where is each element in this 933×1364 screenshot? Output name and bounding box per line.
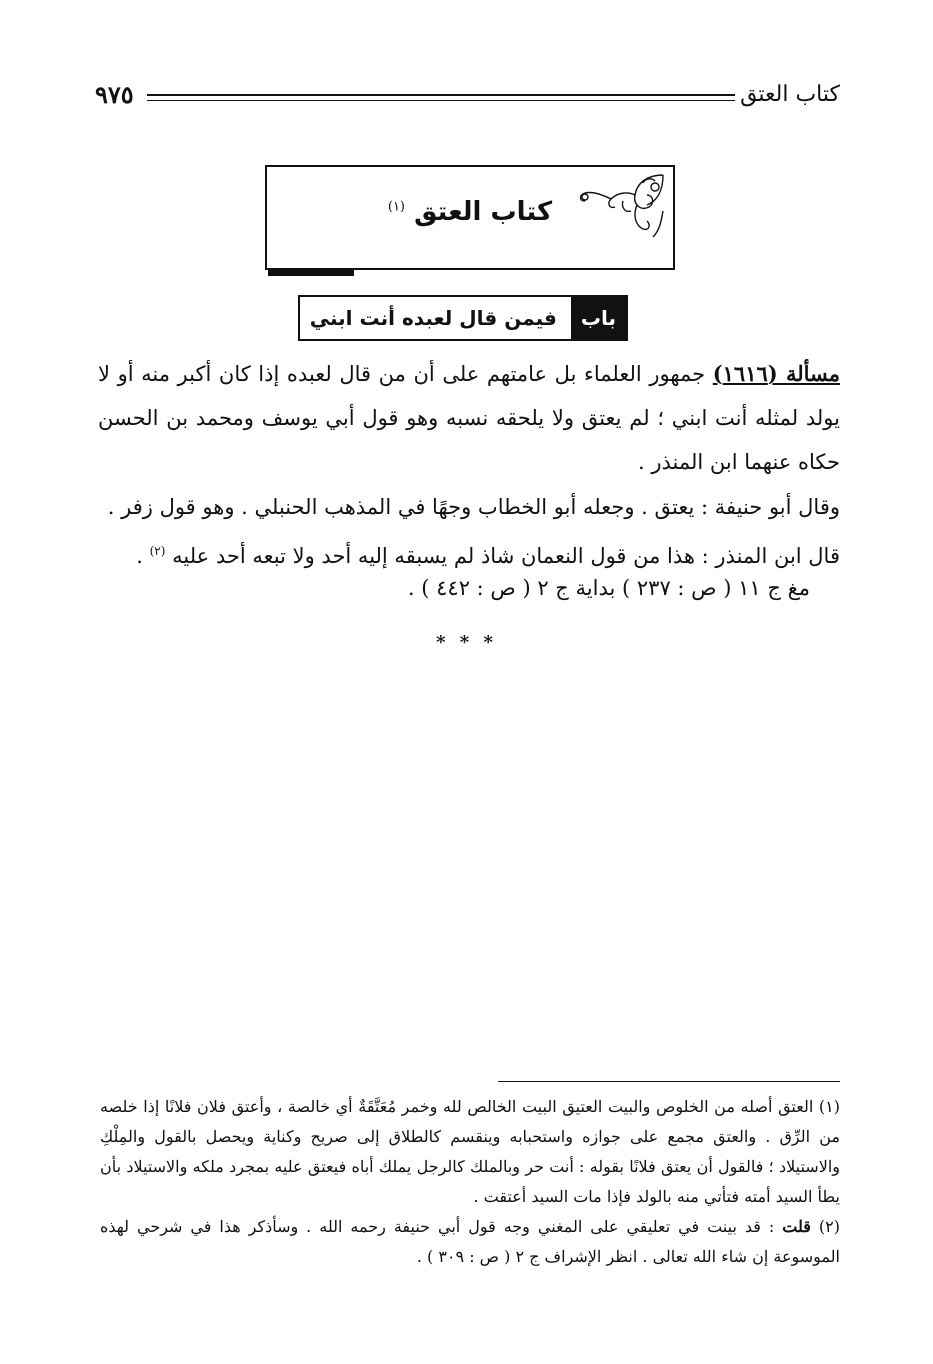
ibn-mundhir-end: . <box>136 544 150 568</box>
masala-label: مسألة (١٦١٦) <box>712 361 840 386</box>
book-title-text: كتاب العتق <box>414 197 553 227</box>
chapter-label: باب <box>571 297 626 339</box>
header-rule <box>147 94 735 96</box>
chapter-heading <box>298 295 628 341</box>
header-rule-thin <box>147 100 735 101</box>
footnote-rule <box>498 1081 840 1082</box>
running-header <box>95 80 840 120</box>
footnote-1: (١) العتق أصله من الخلوص والبيت العتيق البيت الخالص لله وخمر مُعَتَّقَةٌ أي خالصة ، وأعتق فلان فلانًا إذا خلصه من الرِّق . والعتق مجمع على جوازه واستحبابه وينقسم كالطلاق إلى صريح وكناية ويحصل بالقول والمِلْكِ والاستيلاد ؛ فالقول أن يعتق فلانًا بقوله : أنت حر وبالملك كالرجل يملك أباه فيعتق عليه بمجرد ملكه والاستيلاد بأن يطأ السيد أمته فتأتي منه بالولد فإذا مات السيد أعتقت . <box>100 1097 840 1206</box>
footnote-2-qultu: قلت <box>782 1217 811 1236</box>
footnote-2 <box>100 1212 840 1272</box>
paragraph-opinions <box>98 485 840 578</box>
page-number: ٩٧٥ <box>95 80 134 109</box>
footnote-ref[interactable]: (١) <box>387 199 405 215</box>
footnote-2-text: : قد بينت في تعليقي على المغني وجه قول أبي حنيفة رحمه الله . وسأذكر هذا في شرحي لهذه الموسوعة إن شاء الله تعالى . انظر الإشراف ج ٢ ( ص : ٣٠٩ ) . <box>100 1217 840 1266</box>
source-reference: مغ ج ١١ ( ص : ٢٣٧ ) بداية ج ٢ ( ص : ٤٤٢ ) . <box>407 576 810 600</box>
book-title <box>267 197 673 227</box>
chapter-title: فيمن قال لعبده أنت ابني <box>309 306 557 330</box>
running-title: كتاب العتق <box>740 82 840 107</box>
footnote-ref[interactable]: (٢) <box>149 544 166 558</box>
ibn-mundhir-text: قال ابن المنذر : هذا من قول النعمان شاذ لم يسبقه إليه أحد ولا تبعه أحد عليه <box>172 544 840 568</box>
book-title-box <box>265 165 675 270</box>
paragraph-masala <box>98 352 840 484</box>
title-box-accent <box>268 268 354 276</box>
footnote-2-number: (٢) <box>818 1217 840 1236</box>
footnotes <box>100 1092 840 1272</box>
opinion-line: وقال أبو حنيفة : يعتق . وجعله أبو الخطاب وجهًا في المذهب الحنبلي . وهو قول زفر . <box>107 495 840 519</box>
ibn-mundhir-line <box>98 529 840 578</box>
section-separator: * * * <box>436 632 497 653</box>
masala-text: جمهور العلماء بل عامتهم على أن من قال لعبده إذا كان أكبر منه أو لا يولد لمثله أنت ابني ؛ لم يعتق ولا يلحقه نسبه وهو قول أبي يوسف ومحمد بن الحسن حكاه عنهما ابن المنذر . <box>98 362 840 474</box>
